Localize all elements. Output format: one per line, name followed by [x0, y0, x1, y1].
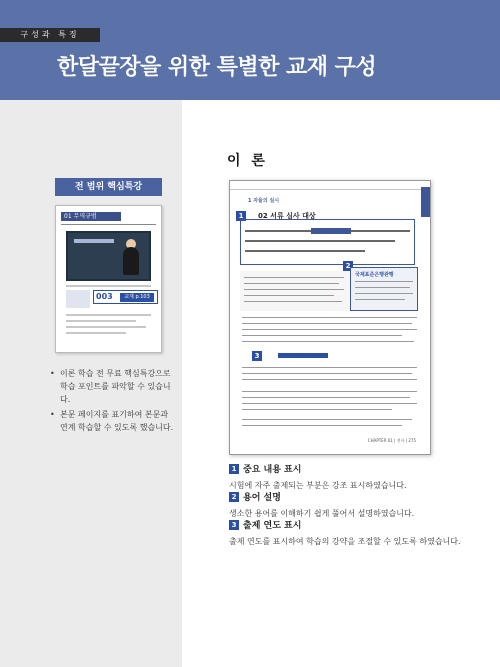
text-line — [66, 320, 136, 322]
explanation-title: 용어 설명 — [243, 493, 281, 503]
content-block — [240, 271, 350, 311]
text-line — [245, 240, 395, 242]
text-line — [355, 293, 413, 294]
text-line — [244, 277, 344, 278]
feature-bullets — [50, 367, 178, 436]
text-line — [244, 295, 334, 296]
badge-number: 003 — [96, 292, 113, 301]
text-line — [242, 403, 417, 404]
page-badge — [93, 290, 158, 304]
explanation-3 — [229, 518, 489, 547]
text-line — [242, 391, 417, 392]
text-line — [242, 341, 414, 342]
page-title: 한달끝장을 위한 특별한 교재 구성 — [57, 55, 377, 80]
text-line — [355, 281, 413, 282]
bullet-item: • 본문 페이지를 표기하여 본문과 연계 학습할 수 있도록 했습니다. — [50, 410, 174, 432]
text-line — [355, 299, 405, 300]
lecturer-figure — [123, 247, 139, 275]
text-line — [242, 323, 412, 324]
marker-3: 3 — [252, 351, 262, 361]
text-line — [244, 283, 339, 284]
marker-2: 2 — [343, 261, 353, 271]
explanation-number: 2 — [229, 492, 239, 502]
text-line — [242, 409, 392, 410]
lecture-page-thumbnail — [55, 205, 162, 353]
important-content-box — [240, 219, 415, 265]
explanation-desc: 시험에 자주 출제되는 부분은 강조 표시하였습니다. — [229, 481, 407, 490]
explanation-title: 출제 연도 표시 — [243, 521, 302, 531]
explanation-1 — [229, 462, 489, 491]
explanation-number: 1 — [229, 464, 239, 474]
text-line — [242, 419, 412, 420]
exam-year-tag — [278, 353, 328, 358]
text-line — [66, 332, 126, 334]
thumbnail-chapter: 01 무역규범 — [61, 212, 121, 221]
explanation-desc: 생소한 용어를 이해하기 쉽게 풀어서 설명하였습니다. — [229, 509, 415, 518]
term-title: 국제표준은행관행 — [355, 272, 394, 278]
section-tag: 구성과 특징 — [0, 28, 100, 42]
marker-1: 1 — [236, 211, 246, 221]
doc-chapter: 1 자율의 실시 — [248, 198, 280, 204]
theory-page-sample — [229, 180, 431, 455]
text-line — [244, 289, 344, 290]
lecture-video-image — [66, 231, 151, 281]
explanation-2 — [229, 490, 489, 519]
chapter-side-tab — [421, 187, 430, 217]
text-line — [66, 326, 146, 328]
explanation-number: 3 — [229, 520, 239, 530]
text-line — [242, 425, 402, 426]
video-title-bar — [74, 239, 114, 243]
text-line — [242, 335, 402, 336]
divider — [230, 189, 430, 190]
text-line — [242, 379, 417, 380]
text-line — [242, 373, 412, 374]
divider — [61, 224, 156, 225]
text-line — [66, 285, 151, 287]
badge-text: 교재 p.103 — [120, 293, 154, 302]
highlight — [311, 228, 351, 234]
qr-placeholder — [66, 290, 90, 308]
doc-item-title: 02 서류 심사 대상 — [258, 212, 316, 220]
explanation-title: 중요 내용 표시 — [243, 465, 302, 475]
doc-footer: CHAPTER 01 | 전사 | 275 — [367, 438, 416, 443]
text-line — [242, 317, 417, 318]
text-line — [245, 250, 365, 252]
text-line — [242, 367, 417, 368]
text-line — [66, 314, 151, 316]
text-line — [242, 329, 417, 330]
section-heading: 이 론 — [227, 153, 268, 169]
text-line — [355, 287, 410, 288]
lecture-label: 전 범위 핵심특강 — [55, 178, 162, 196]
text-line — [244, 301, 342, 302]
page-header — [0, 0, 500, 100]
bullet-item: • 이론 학습 전 무료 핵심특강으로 학습 포인트를 파악할 수 있습니다. — [50, 369, 171, 404]
explanation-desc: 출제 연도를 표시하여 학습의 강약을 조절할 수 있도록 하였습니다. — [229, 537, 461, 546]
text-line — [242, 397, 410, 398]
term-explanation-box — [350, 267, 418, 311]
